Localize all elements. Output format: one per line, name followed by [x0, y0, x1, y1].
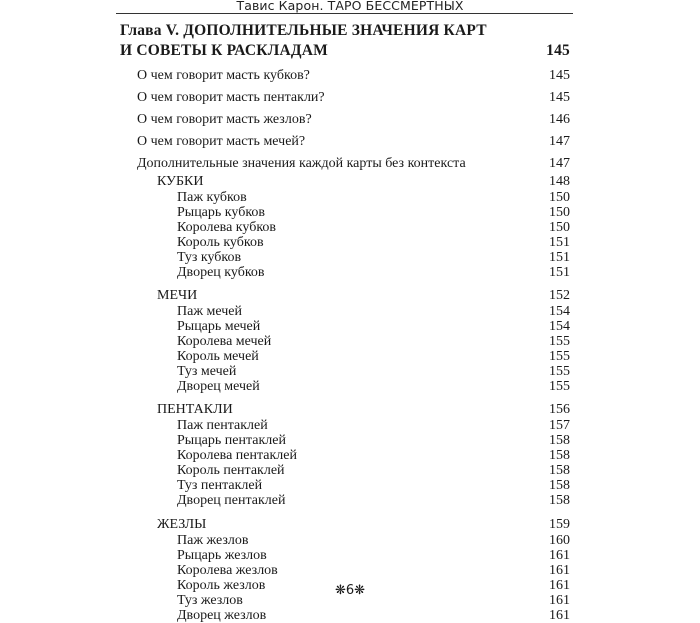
- section-title: Дополнительные значения каждой карты без контекста: [137, 156, 466, 171]
- card-page-number: 158: [549, 448, 570, 463]
- card-page-number: 158: [549, 478, 570, 493]
- suit-page-number: 152: [549, 288, 570, 303]
- card-page-number: 155: [549, 349, 570, 364]
- suit-page-number: 156: [549, 402, 570, 417]
- toc-card-entry: [120, 563, 570, 578]
- toc-card-entry: [120, 548, 570, 563]
- toc-section-entry: [120, 65, 570, 87]
- card-title: Король кубков: [177, 235, 264, 250]
- card-page-number: 155: [549, 364, 570, 379]
- toc-card-entry: [120, 418, 570, 433]
- card-page-number: 158: [549, 433, 570, 448]
- card-page-number: 161: [549, 548, 570, 563]
- suit-title: МЕЧИ: [157, 288, 198, 303]
- card-title: Дворец кубков: [177, 265, 265, 280]
- card-title: Паж пентаклей: [177, 418, 268, 433]
- chapter-entry: [120, 41, 570, 61]
- card-title: Дворец жезлов: [177, 608, 267, 623]
- toc-card-entry: [120, 448, 570, 463]
- toc-card-entry: [120, 349, 570, 364]
- card-page-number: 158: [549, 493, 570, 508]
- card-title: Туз кубков: [177, 250, 242, 265]
- card-title: Королева кубков: [177, 220, 277, 235]
- suit-title: КУБКИ: [157, 174, 204, 189]
- card-page-number: 158: [549, 463, 570, 478]
- toc-card-entry: [120, 463, 570, 478]
- card-title: Король жезлов: [177, 578, 266, 593]
- toc-card-entry: [120, 190, 570, 205]
- page-number-folio: ❋6❋: [334, 583, 366, 598]
- section-page-number: 146: [549, 112, 570, 127]
- card-title: Король пентаклей: [177, 463, 285, 478]
- card-page-number: 154: [549, 319, 570, 334]
- toc-suit-entry: [120, 402, 570, 418]
- card-title: Дворец пентаклей: [177, 493, 286, 508]
- toc-card-entry: [120, 533, 570, 548]
- toc-card-entry: [120, 304, 570, 319]
- section-page-number: 145: [549, 68, 570, 83]
- toc-card-entry: [120, 379, 570, 394]
- card-title: Король мечей: [177, 349, 259, 364]
- card-page-number: 150: [549, 205, 570, 220]
- card-page-number: 161: [549, 593, 570, 608]
- card-page-number: 157: [549, 418, 570, 433]
- toc-card-entry: [120, 265, 570, 280]
- card-title: Паж жезлов: [177, 533, 249, 548]
- card-title: Рыцарь кубков: [177, 205, 266, 220]
- card-title: Рыцарь пентаклей: [177, 433, 286, 448]
- header-rule: [116, 13, 573, 14]
- card-title: Королева жезлов: [177, 563, 278, 578]
- running-head: Тавис Карон. ТАРО БЕССМЕРТНЫХ: [236, 0, 464, 13]
- toc-section-entry: [120, 131, 570, 153]
- toc-card-entry: [120, 478, 570, 493]
- suit-page-number: 148: [549, 174, 570, 189]
- card-title: Королева пентаклей: [177, 448, 297, 463]
- card-page-number: 151: [549, 235, 570, 250]
- card-title: Паж мечей: [177, 304, 242, 319]
- toc-card-entry: [120, 220, 570, 235]
- card-page-number: 160: [549, 533, 570, 548]
- chapter-title-line1: Глава V. ДОПОЛНИТЕЛЬНЫЕ ЗНАЧЕНИЯ КАРТ: [120, 22, 487, 39]
- toc-section-entry: [120, 154, 570, 174]
- card-title: Паж кубков: [177, 190, 247, 205]
- section-title: О чем говорит масть жезлов?: [137, 112, 312, 127]
- toc-card-entry: [120, 608, 570, 623]
- toc-section-entry: [120, 109, 570, 131]
- suit-title: ПЕНТАКЛИ: [157, 402, 233, 417]
- card-page-number: 161: [549, 608, 570, 623]
- card-title: Туз жезлов: [177, 593, 243, 608]
- toc-card-entry: [120, 334, 570, 349]
- toc-card-entry: [120, 319, 570, 334]
- toc-suit-entry: [120, 288, 570, 304]
- card-page-number: 151: [549, 265, 570, 280]
- toc-card-entry: [120, 493, 570, 508]
- toc-card-entry: [120, 205, 570, 220]
- card-title: Туз мечей: [177, 364, 237, 379]
- card-page-number: 155: [549, 379, 570, 394]
- section-title: О чем говорит масть пентакли?: [137, 90, 325, 105]
- suit-page-number: 159: [549, 517, 570, 532]
- card-page-number: 150: [549, 220, 570, 235]
- toc-suit-entry: [120, 174, 570, 190]
- toc-card-entry: [120, 235, 570, 250]
- toc-card-entry: [120, 433, 570, 448]
- toc-section-entry: [120, 87, 570, 109]
- table-of-contents: [120, 21, 570, 623]
- card-page-number: 151: [549, 250, 570, 265]
- suit-title: ЖЕЗЛЫ: [157, 517, 207, 532]
- toc-suit-entry: [120, 517, 570, 533]
- card-title: Дворец мечей: [177, 379, 260, 394]
- section-page-number: 147: [549, 134, 570, 149]
- section-title: О чем говорит масть мечей?: [137, 134, 306, 149]
- card-page-number: 154: [549, 304, 570, 319]
- card-page-number: 161: [549, 563, 570, 578]
- section-page-number: 147: [549, 156, 570, 171]
- card-title: Королева мечей: [177, 334, 272, 349]
- card-page-number: 161: [549, 578, 570, 593]
- card-page-number: 155: [549, 334, 570, 349]
- card-title: Рыцарь мечей: [177, 319, 261, 334]
- section-page-number: 145: [549, 90, 570, 105]
- chapter-title-line2: И СОВЕТЫ К РАСКЛАДАМ: [120, 42, 328, 59]
- card-page-number: 150: [549, 190, 570, 205]
- section-title: О чем говорит масть кубков?: [137, 68, 310, 83]
- card-title: Рыцарь жезлов: [177, 548, 267, 563]
- toc-card-entry: [120, 364, 570, 379]
- card-title: Туз пентаклей: [177, 478, 263, 493]
- chapter-page-number: 145: [546, 42, 570, 59]
- toc-card-entry: [120, 250, 570, 265]
